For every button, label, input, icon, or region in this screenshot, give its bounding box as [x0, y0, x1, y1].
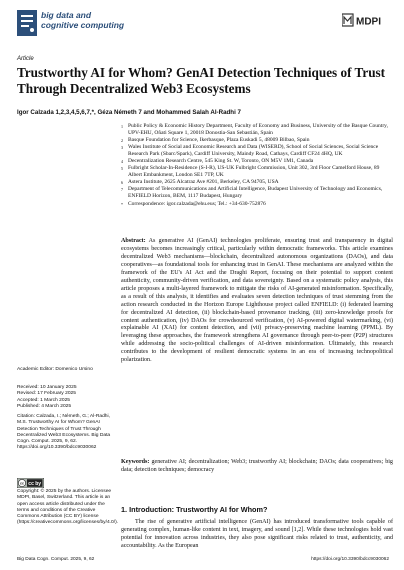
affiliation-marker: 7	[121, 187, 123, 193]
keywords-text: generative AI; decentralization; Web3; trustworthy AI; blockchain; DAOs; data cooperatives; big data; detection techniques; democracy	[121, 459, 393, 473]
cc-by-icon	[17, 478, 44, 488]
article-type: Article	[17, 56, 34, 62]
keywords	[121, 459, 393, 475]
affiliation-item	[121, 123, 393, 137]
mdpi-mark-icon	[342, 13, 388, 27]
abstract-label: Abstract:	[121, 238, 146, 244]
keywords-label: Keywords:	[121, 459, 150, 465]
introduction-paragraph: The rise of generative artificial intelligence (GenAI) has introduced transformative tools capable of generating complex, human-like content in text, imagery, and sound [1,2]. While these technologies hold vast potential for innovation across industries, they also pose significant risks related to trust, authenticity, and accountability. As the European	[121, 519, 393, 549]
affiliation-marker: 4	[121, 159, 123, 165]
mdpi-logo[interactable]	[342, 13, 388, 27]
footer-doi-link[interactable]: https://doi.org/10.3390/bdcc9030062	[311, 557, 389, 562]
cc-by-badge[interactable]	[17, 475, 44, 485]
section-heading-introduction: 1. Introduction: Trustworthy AI for Whom?	[121, 505, 268, 514]
affiliation-text: Public Policy & Economic History Department, Faculty of Economy and Business, University of the Basque Country, UPV-EHU, Oñati Square 1, 20018 Donostia-San Sebastián, Spain	[128, 123, 388, 137]
date-published: Published: 4 March 2025	[17, 403, 72, 409]
affiliation-marker: 6	[121, 180, 123, 186]
affiliation-marker: 1	[121, 124, 123, 129]
author-list: Igor Calzada 1,2,3,4,5,6,7,*, Géza Németh 7 and Mohammed Salah Al-Radhi 7	[17, 109, 241, 116]
journal-logo-icon	[17, 10, 37, 36]
affiliation-text: Basque Foundation for Science, Ikerbasque, Plaza Euskadi 5, 48009 Bilbao, Spain	[128, 137, 310, 144]
affiliation-text: Astera Institute, 2625 Alcatraz Ave #201, Berkeley, CA 94705, USA	[128, 179, 279, 186]
affiliation-text: Fulbright Scholar-In-Residence (S-I-R), US-UK Fulbright Commission, Unit 302, 3rd Floor Camelford House, 89 Albert Embankment, London SE1 7TP, UK	[128, 165, 380, 179]
footer-journal-citation: Big Data Cogn. Comput. 2025, 9, 62	[17, 557, 95, 562]
date-accepted: Accepted: 1 March 2025	[17, 397, 71, 403]
mdpi-wordmark: MDPI	[356, 16, 381, 27]
copyright-notice: Copyright: © 2025 by the authors. Licensee MDPI, Basel, Switzerland. This article is an open access article distributed under the terms and conditions of the Creative Commons Attribution (CC BY) license (https://creativecommons.org/licenses/by/4.0/).	[17, 489, 119, 526]
abstract-text: As generative AI (GenAI) technologies proliferate, ensuring trust and transparency in digital ecosystems becomes increasingly critical, particularly within democratic frameworks. This article examines decentralized Web3 mechanisms—blockchain, decentralized autonomous organizations (DAOs), and data cooperatives—as foundational tools for enhancing trust in GenAI. These mechanisms are analyzed within the framework of the EU's AI Act and the Draghi Report, focusing on their potential to support content authenticity, community-driven verification, and data sovereignty. Based on a systematic policy analysis, this article proposes a multi-layered framework to mitigate the risks of AI-generated misinformation. Specifically, as a result of this analysis, it identifies and evaluates seven detection techniques of trust stemming from the action research conducted in the Horizon Europe Lighthouse project called ENFIELD: (i) federated learning for decentralized AI detection, (ii) blockchain-based provenance tracking, (iii) zero-knowledge proofs for content authentication, (iv) DAOs for crowdsourced verification, (v) AI-powered digital watermarking, (vi) explainable AI (XAI) for content detection, and (vii) privacy-preserving machine learning (PPML). By leveraging these approaches, the framework strengthens AI governance through peer-to-peer (P2P) structures while addressing the socio-political challenges of AI-driven misinformation. Ultimately, this research contributes to the development of resilient democratic systems in an era of increasing technopolitical polarization.	[121, 238, 393, 364]
date-revised: Revised: 17 February 2025	[17, 391, 76, 397]
affiliation-marker: *	[121, 201, 123, 207]
academic-editor: Academic Editor: Domenico Ursino	[17, 367, 93, 372]
abstract	[121, 238, 393, 365]
citation[interactable]: Citation: Calzada, I.; Németh, G.; Al-Radhi, M.S. Trustworthy AI for Whom? GenAI Detection Techniques of Trust Through Decentralized Web3 Ecosystems. Big Data Cogn. Comput. 2025, 9, 62. https://doi.org/10.3390/bdcc9030062	[17, 414, 111, 451]
affiliation-text: Correspondence: igor.calzada@ehu.eus; Tel.: +34-630-752876	[128, 200, 266, 207]
affiliation-item	[121, 186, 393, 200]
affiliations-list	[121, 123, 393, 208]
affiliation-marker: 3	[121, 145, 123, 151]
paper-title: Trustworthy AI for Whom? GenAI Detection Techniques of Trust Through Decentralized Web3 Ecosystems	[17, 65, 386, 96]
journal-name-line1: big data and	[41, 10, 92, 20]
date-received: Received: 10 January 2025	[17, 385, 77, 390]
affiliation-item	[121, 201, 393, 208]
affiliation-marker: 2	[121, 138, 123, 144]
affiliation-text: Department of Telecommunications and Artificial Intelligence, Budapest University of Technology and Economics, ENFIELD Horizon, BEM, 1117 Budapest, Hungary	[128, 186, 383, 200]
svg-text:cc: cc	[20, 481, 24, 486]
affiliation-item	[121, 165, 393, 179]
affiliation-text: Wales Institute of Social and Economic Research and Data (WISERD), School of Social Sciences, Social Science Research Park (Sbarc/Spark), Cardiff University, Maindy Road, Cathays, Cardiff CF24 4HQ, UK	[128, 144, 379, 158]
journal-name[interactable]	[41, 10, 124, 30]
cc-badge-label: cc by	[28, 481, 42, 487]
journal-name-line2: cognitive computing	[41, 20, 125, 30]
affiliation-marker: 5	[121, 166, 123, 172]
affiliation-text: Decentralization Research Centre, 545 King St. W, Toronto, ON M5V 1M1, Canada	[128, 158, 314, 165]
publication-dates	[17, 385, 112, 410]
affiliation-item	[121, 144, 393, 158]
